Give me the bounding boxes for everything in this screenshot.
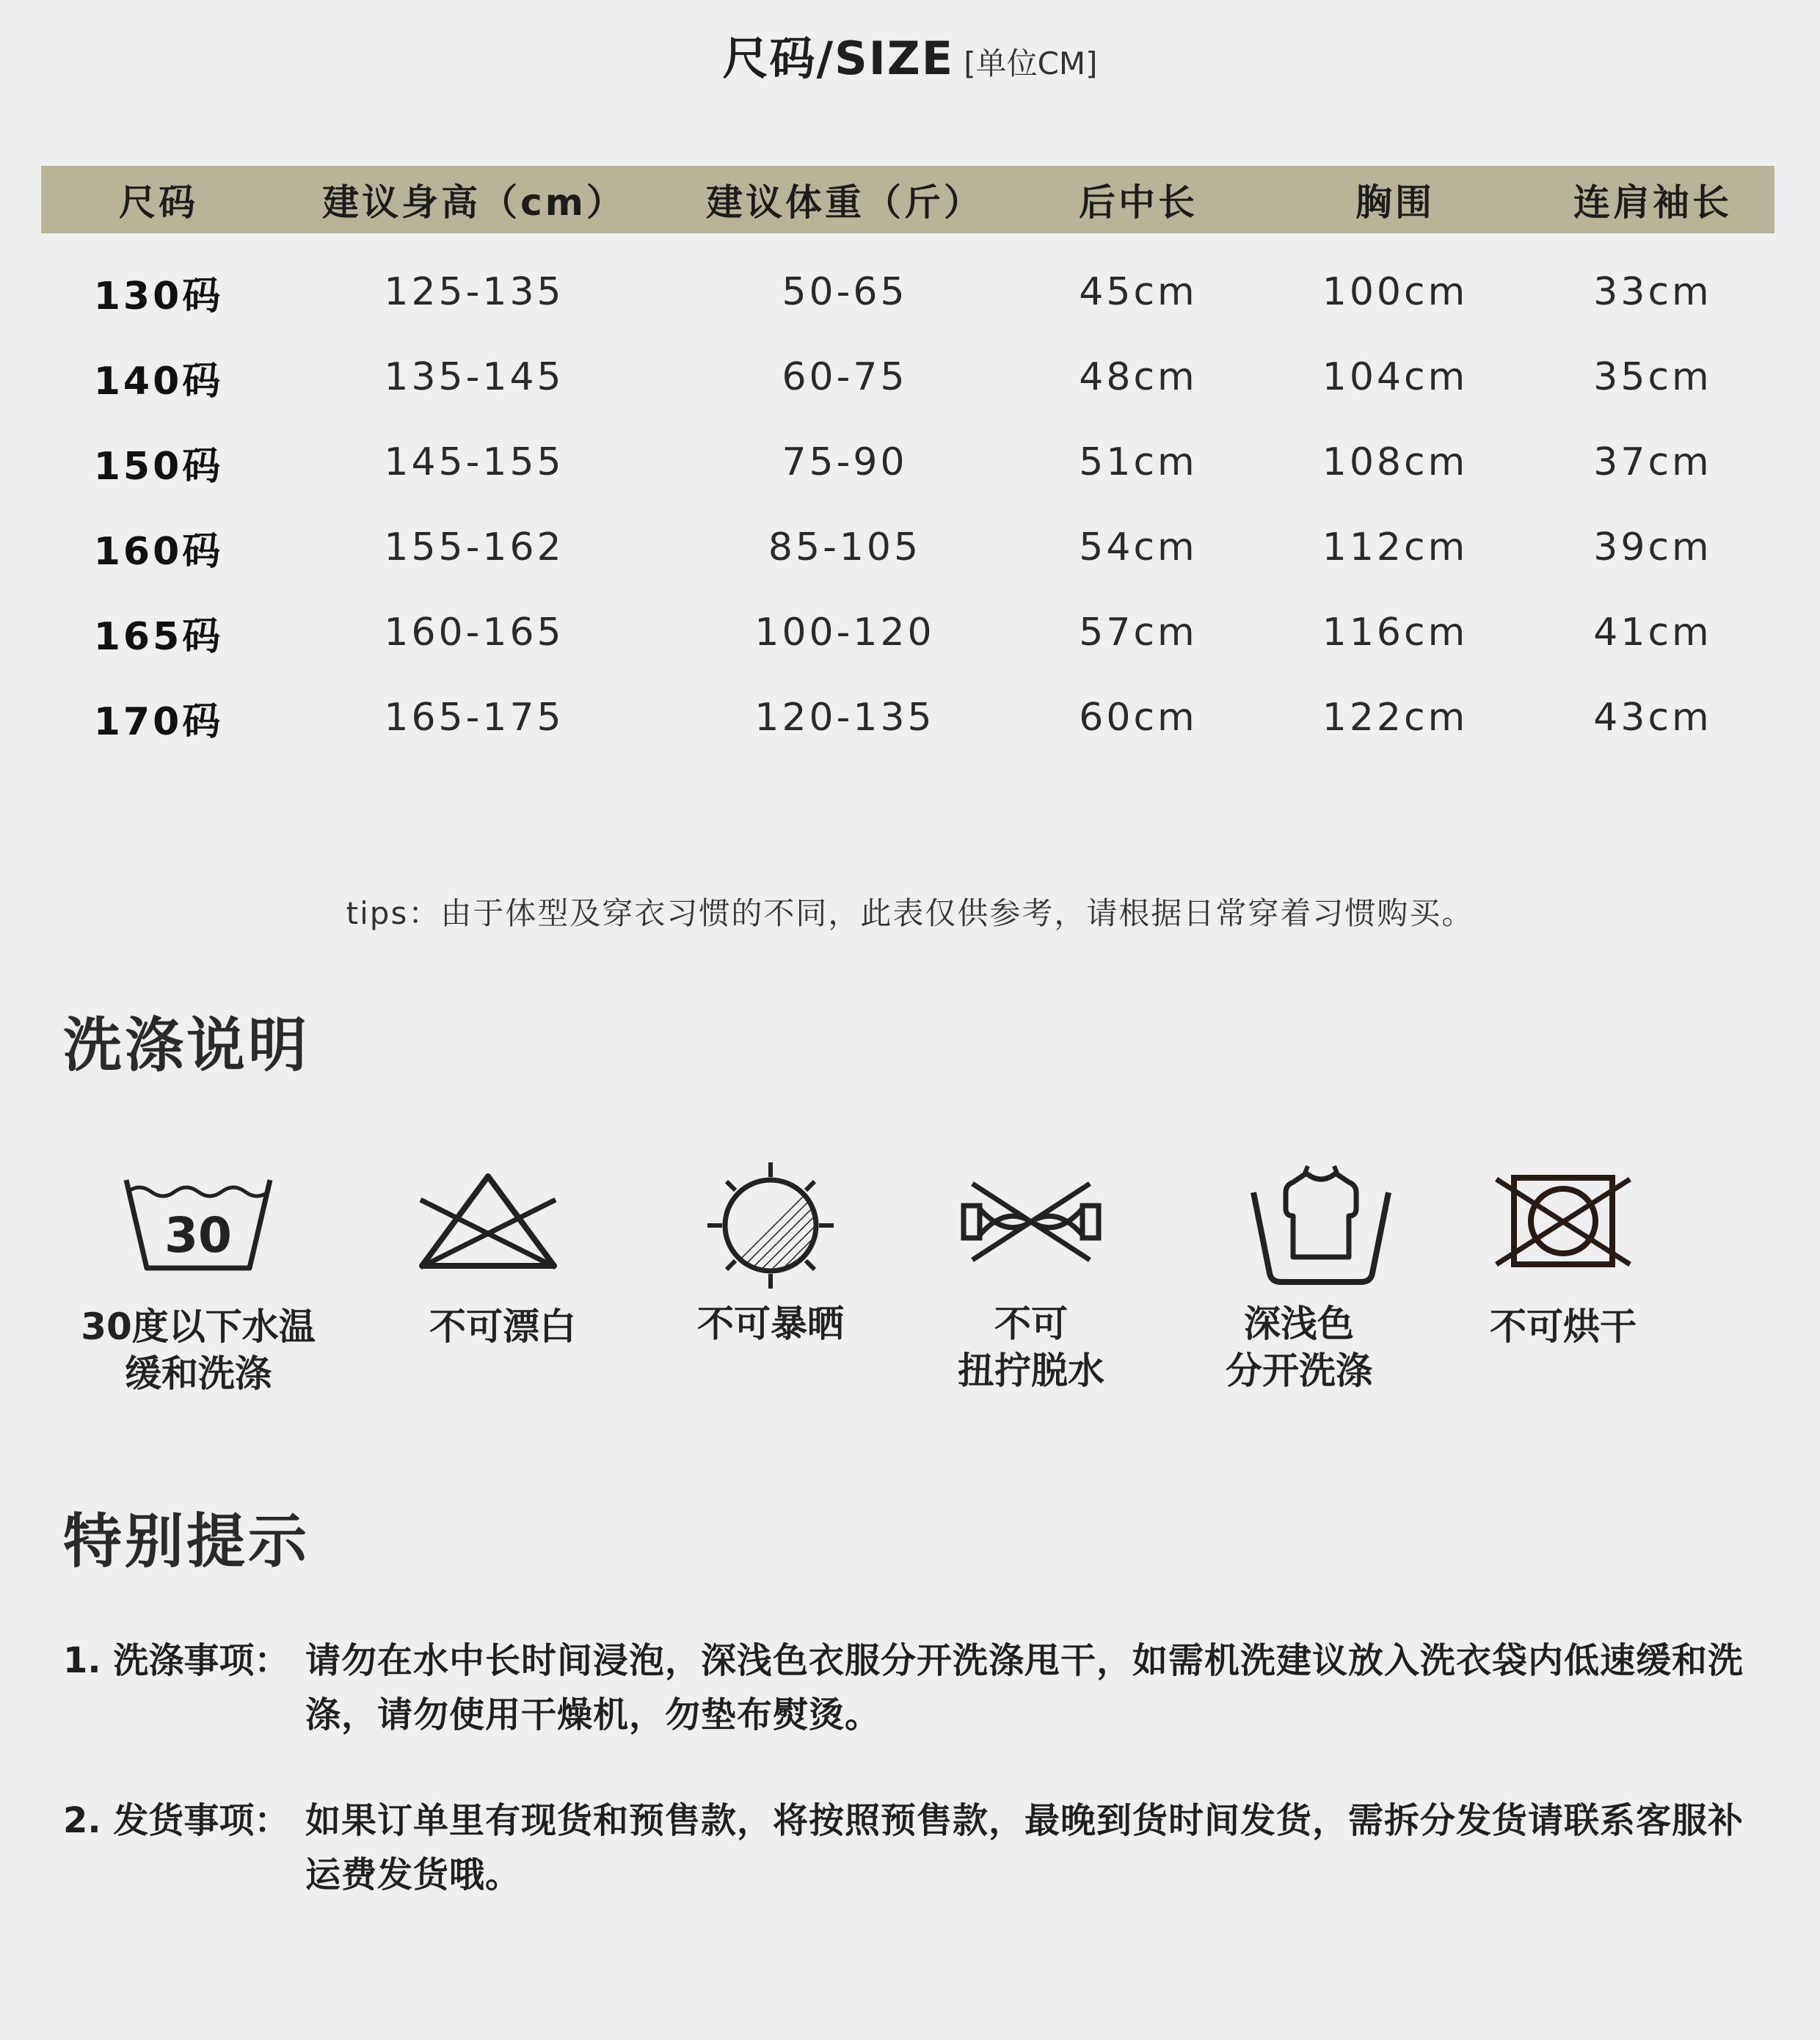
cell-chest: 108cm <box>1322 440 1468 484</box>
no-sun-icon <box>705 1159 837 1292</box>
separate-colors-icon <box>1248 1163 1394 1288</box>
cell-size: 160码 <box>93 529 224 574</box>
cell-size: 170码 <box>93 699 224 744</box>
care-label-no-wring <box>892 1300 1171 1394</box>
wash-section-title: 洗涤说明 <box>63 1011 310 1079</box>
cell-chest: 122cm <box>1322 696 1468 740</box>
table-row <box>41 420 1774 505</box>
size-title: 尺码/SIZE <box>722 32 955 85</box>
header-sleeve: 连肩袖长 <box>1573 181 1732 224</box>
header-weight: 建议体重（斤） <box>706 181 983 224</box>
header-back-length: 后中长 <box>1079 181 1198 224</box>
header-size: 尺码 <box>119 181 198 224</box>
cell-height: 135-145 <box>384 355 564 399</box>
care-label-line1: 不可暴晒 <box>697 1303 844 1345</box>
notes-section-title: 特别提示 <box>63 1507 310 1575</box>
care-label-separate-colors <box>1160 1300 1438 1394</box>
care-label-line2: 缓和洗涤 <box>125 1352 272 1395</box>
care-label-line1: 30度以下水温 <box>81 1305 316 1348</box>
header-chest: 胸围 <box>1355 181 1435 224</box>
care-label-line1: 不可烘干 <box>1490 1305 1637 1348</box>
table-body <box>41 249 1774 760</box>
care-label-line1: 不可 <box>994 1303 1068 1345</box>
header-height: 建议身高（cm） <box>322 181 626 224</box>
cell-back-length: 45cm <box>1079 270 1198 314</box>
table-header <box>41 166 1774 233</box>
no-wring-icon <box>958 1178 1104 1266</box>
no-bleach-icon <box>415 1170 561 1273</box>
cell-chest: 112cm <box>1322 525 1468 569</box>
cell-size: 150码 <box>93 444 224 489</box>
cell-sleeve: 33cm <box>1593 270 1712 314</box>
care-label-line1: 不可漂白 <box>429 1305 576 1348</box>
size-table <box>41 166 1774 760</box>
cell-height: 155-162 <box>384 525 564 569</box>
cell-weight: 120-135 <box>754 696 935 740</box>
cell-sleeve: 43cm <box>1593 696 1712 740</box>
cell-height: 160-165 <box>384 611 564 655</box>
cell-chest: 100cm <box>1322 270 1468 314</box>
cell-back-length: 51cm <box>1079 440 1198 484</box>
note-text: 如果订单里有现货和预售款，将按照预售款，最晚到货时间发货，需拆分发货请联系客服补运费发货哦。 <box>305 1800 1744 1895</box>
cell-sleeve: 41cm <box>1593 611 1712 655</box>
note-label: 2. 发货事项： <box>63 1800 290 1841</box>
cell-sleeve: 37cm <box>1593 440 1712 484</box>
wash-temp-text: 30 <box>164 1207 232 1264</box>
note-item-shipping <box>63 1793 1773 1902</box>
cell-weight: 60-75 <box>782 355 908 399</box>
cell-back-length: 57cm <box>1079 611 1198 655</box>
table-row <box>41 675 1774 760</box>
table-row <box>41 505 1774 590</box>
wash-30-icon <box>117 1167 279 1277</box>
cell-weight: 50-65 <box>782 270 908 314</box>
care-label-no-sun <box>631 1300 910 1347</box>
care-label-no-bleach <box>363 1303 642 1350</box>
no-tumble-dry-icon <box>1493 1170 1633 1273</box>
care-label-line2: 扭拧脱水 <box>958 1349 1104 1392</box>
cell-weight: 100-120 <box>754 611 935 655</box>
cell-chest: 116cm <box>1322 611 1468 655</box>
care-label-line2: 分开洗涤 <box>1226 1349 1372 1392</box>
cell-sleeve: 35cm <box>1593 355 1712 399</box>
table-row <box>41 249 1774 335</box>
cell-back-length: 48cm <box>1079 355 1198 399</box>
cell-height: 165-175 <box>384 696 564 740</box>
note-text: 请勿在水中长时间浸泡，深浅色衣服分开洗涤甩干，如需机洗建议放入洗衣袋内低速缓和洗涤，请勿使用干燥机，勿垫布熨烫。 <box>305 1640 1744 1735</box>
unit-label: [单位CM] <box>964 45 1098 81</box>
cell-chest: 104cm <box>1322 355 1468 399</box>
note-item-washing <box>63 1633 1773 1742</box>
cell-height: 145-155 <box>384 440 564 484</box>
cell-sleeve: 39cm <box>1593 525 1712 569</box>
cell-back-length: 54cm <box>1079 525 1198 569</box>
note-label: 1. 洗涤事项： <box>63 1640 290 1681</box>
cell-size: 165码 <box>93 614 224 659</box>
table-row <box>41 335 1774 420</box>
table-row <box>41 590 1774 675</box>
cell-height: 125-135 <box>384 270 564 314</box>
care-label-line1: 深浅色 <box>1244 1303 1354 1345</box>
tips-text: tips：由于体型及穿衣习惯的不同，此表仅供参考，请根据日常穿着习惯购买。 <box>346 895 1474 931</box>
care-label-no-tumble-dry <box>1424 1303 1703 1350</box>
cell-weight: 75-90 <box>782 440 908 484</box>
cell-size: 140码 <box>93 359 224 404</box>
cell-weight: 85-105 <box>768 525 922 569</box>
care-label-wash-30 <box>59 1303 338 1397</box>
cell-back-length: 60cm <box>1079 696 1198 740</box>
cell-size: 130码 <box>93 274 224 318</box>
page-title <box>0 22 1820 87</box>
